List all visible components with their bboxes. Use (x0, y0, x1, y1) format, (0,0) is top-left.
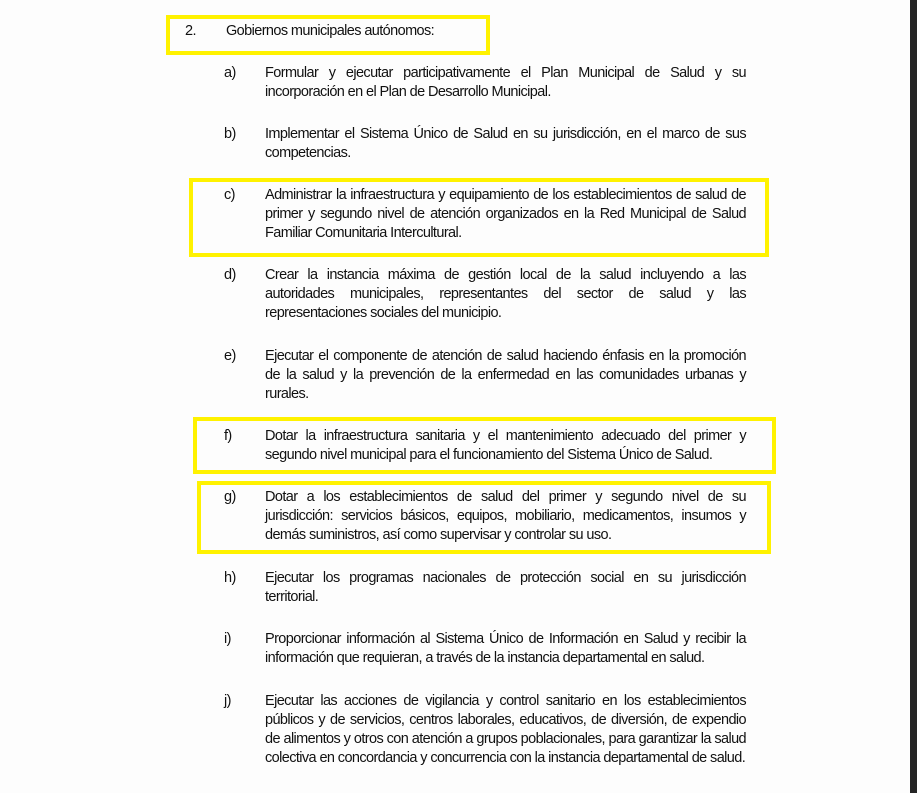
item-text: Administrar la infraestructura y equipamiento de los establecimientos de salud de primer y segundo nivel de atención organizados en la Red Municipal de Salud Familiar Comunitaria Intercultural. (265, 187, 746, 241)
window-edge-strip (910, 0, 917, 793)
item-text: Ejecutar las acciones de vigilancia y control sanitario en los establecimientos públicos y de servicios, centros laborales, educativos, de diversión, de expendio de alimentos y otros con atención a grupos poblacionales, para garantizar la salud colectiva en concordancia y concurrencia con la instancia departamental de salud. (265, 693, 746, 766)
item-text: Crear la instancia máxima de gestión local de la salud incluyendo a las autoridades municipales, representantes del sector de salud y las representaciones sociales del municipio. (265, 267, 746, 321)
item-label: h) (224, 570, 236, 586)
item-label: d) (224, 267, 236, 283)
item-text: Formular y ejecutar participativamente el Plan Municipal de Salud y su incorporación en el Plan de Desarrollo Municipal. (265, 65, 746, 100)
item-text: Implementar el Sistema Único de Salud en su jurisdicción, en el marco de sus competencias. (265, 126, 746, 161)
item-label: g) (224, 489, 236, 505)
item-label: a) (224, 65, 236, 81)
item-text: Ejecutar el componente de atención de salud haciendo énfasis en la promoción de la salud y la prevención de la enfermedad en las comunidades urbanas y rurales. (265, 348, 746, 402)
item-label: f) (224, 428, 232, 444)
item-label: b) (224, 126, 236, 142)
item-label: j) (224, 693, 231, 709)
section-title: Gobiernos municipales autónomos: (226, 23, 435, 39)
item-text: Ejecutar los programas nacionales de protección social en su jurisdicción territorial. (265, 570, 746, 605)
item-label: i) (224, 631, 231, 647)
item-text: Proporcionar información al Sistema Único de Información en Salud y recibir la información que requieran, a través de la instancia departamental en salud. (265, 631, 746, 666)
item-label: e) (224, 348, 236, 364)
item-label: c) (224, 187, 235, 203)
item-text: Dotar a los establecimientos de salud del primer y segundo nivel de su jurisdicción: servicios básicos, equipos, mobiliario, medicamentos, insumos y demás suministros, así como supervisar y controlar su uso. (265, 489, 746, 543)
section-number: 2. (185, 23, 196, 39)
item-text: Dotar la infraestructura sanitaria y el mantenimiento adecuado del primer y segundo nivel municipal para el funcionamiento del Sistema Único de Salud. (265, 428, 746, 463)
